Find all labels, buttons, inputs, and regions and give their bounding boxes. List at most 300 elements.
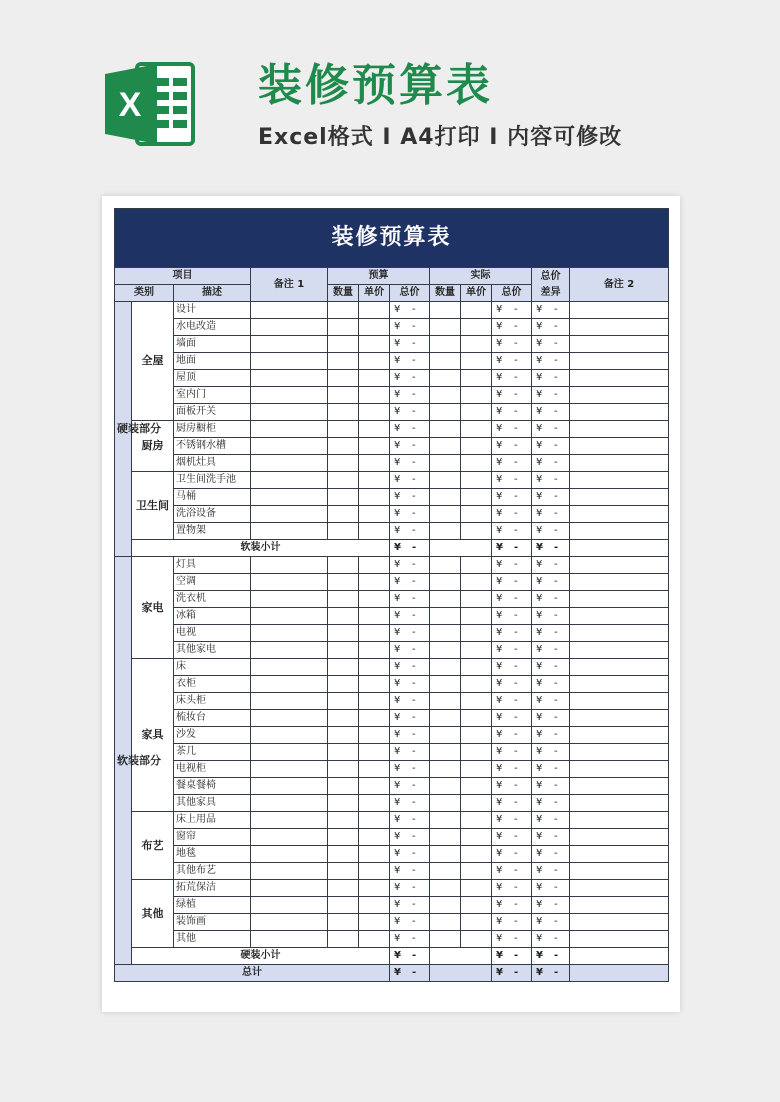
diff-total-cell[interactable] — [532, 472, 570, 489]
budget-qty-cell[interactable] — [328, 880, 359, 897]
budget-unit-price-cell[interactable] — [359, 659, 390, 676]
actual-unit-price-cell[interactable] — [461, 608, 492, 625]
actual-qty-cell[interactable] — [430, 404, 461, 421]
note1-cell[interactable] — [251, 897, 328, 914]
budget-qty-cell[interactable] — [328, 370, 359, 387]
budget-qty-cell[interactable] — [328, 506, 359, 523]
budget-unit-price-cell[interactable] — [359, 931, 390, 948]
actual-total-cell[interactable] — [492, 523, 532, 540]
actual-qty-cell[interactable] — [430, 761, 461, 778]
note2-cell[interactable] — [570, 676, 669, 693]
diff-total-cell[interactable] — [532, 931, 570, 948]
subtotal-diff-cell[interactable] — [532, 948, 570, 965]
budget-total-cell[interactable] — [390, 319, 430, 336]
diff-total-cell[interactable] — [532, 829, 570, 846]
note2-cell[interactable] — [570, 472, 669, 489]
actual-unit-price-cell[interactable] — [461, 370, 492, 387]
budget-unit-price-cell[interactable] — [359, 846, 390, 863]
note2-cell[interactable] — [570, 455, 669, 472]
actual-total-cell[interactable] — [492, 302, 532, 319]
budget-unit-price-cell[interactable] — [359, 370, 390, 387]
diff-total-cell[interactable] — [532, 302, 570, 319]
actual-unit-price-cell[interactable] — [461, 897, 492, 914]
actual-unit-price-cell[interactable] — [461, 387, 492, 404]
actual-unit-price-cell[interactable] — [461, 710, 492, 727]
actual-total-cell[interactable] — [492, 608, 532, 625]
item-description-cell[interactable]: 电视柜 — [174, 761, 251, 778]
actual-total-cell[interactable] — [492, 727, 532, 744]
subtotal-note2-cell[interactable] — [570, 948, 669, 965]
actual-unit-price-cell[interactable] — [461, 319, 492, 336]
note1-cell[interactable] — [251, 523, 328, 540]
note2-cell[interactable] — [570, 523, 669, 540]
actual-qty-cell[interactable] — [430, 829, 461, 846]
note2-cell[interactable] — [570, 608, 669, 625]
subtotal-note2-cell[interactable] — [570, 540, 669, 557]
note1-cell[interactable] — [251, 557, 328, 574]
actual-total-cell[interactable] — [492, 591, 532, 608]
note2-cell[interactable] — [570, 557, 669, 574]
note2-cell[interactable] — [570, 353, 669, 370]
item-description-cell[interactable]: 墙面 — [174, 336, 251, 353]
budget-total-cell[interactable] — [390, 897, 430, 914]
budget-qty-cell[interactable] — [328, 302, 359, 319]
diff-total-cell[interactable] — [532, 336, 570, 353]
actual-unit-price-cell[interactable] — [461, 625, 492, 642]
actual-total-cell[interactable] — [492, 897, 532, 914]
diff-total-cell[interactable] — [532, 438, 570, 455]
actual-total-cell[interactable] — [492, 370, 532, 387]
diff-total-cell[interactable] — [532, 795, 570, 812]
item-description-cell[interactable]: 绿植 — [174, 897, 251, 914]
budget-unit-price-cell[interactable] — [359, 353, 390, 370]
note1-cell[interactable] — [251, 829, 328, 846]
budget-qty-cell[interactable] — [328, 472, 359, 489]
diff-total-cell[interactable] — [532, 591, 570, 608]
actual-total-cell[interactable] — [492, 914, 532, 931]
item-description-cell[interactable]: 电视 — [174, 625, 251, 642]
budget-qty-cell[interactable] — [328, 795, 359, 812]
actual-qty-cell[interactable] — [430, 812, 461, 829]
actual-unit-price-cell[interactable] — [461, 472, 492, 489]
actual-qty-cell[interactable] — [430, 931, 461, 948]
actual-unit-price-cell[interactable] — [461, 795, 492, 812]
item-description-cell[interactable]: 地面 — [174, 353, 251, 370]
actual-unit-price-cell[interactable] — [461, 931, 492, 948]
actual-qty-cell[interactable] — [430, 472, 461, 489]
actual-unit-price-cell[interactable] — [461, 846, 492, 863]
note1-cell[interactable] — [251, 404, 328, 421]
actual-total-cell[interactable] — [492, 863, 532, 880]
actual-qty-cell[interactable] — [430, 659, 461, 676]
diff-total-cell[interactable] — [532, 744, 570, 761]
diff-total-cell[interactable] — [532, 693, 570, 710]
actual-unit-price-cell[interactable] — [461, 778, 492, 795]
item-description-cell[interactable]: 地毯 — [174, 846, 251, 863]
note2-cell[interactable] — [570, 880, 669, 897]
note1-cell[interactable] — [251, 421, 328, 438]
item-description-cell[interactable]: 沙发 — [174, 727, 251, 744]
budget-qty-cell[interactable] — [328, 574, 359, 591]
diff-total-cell[interactable] — [532, 897, 570, 914]
subtotal-diff-cell[interactable] — [532, 540, 570, 557]
subtotal-actual-cell[interactable] — [492, 948, 532, 965]
budget-unit-price-cell[interactable] — [359, 642, 390, 659]
item-description-cell[interactable]: 室内门 — [174, 387, 251, 404]
note2-cell[interactable] — [570, 761, 669, 778]
diff-total-cell[interactable] — [532, 523, 570, 540]
item-description-cell[interactable]: 面板开关 — [174, 404, 251, 421]
actual-qty-cell[interactable] — [430, 897, 461, 914]
budget-total-cell[interactable] — [390, 302, 430, 319]
item-description-cell[interactable]: 其他家具 — [174, 795, 251, 812]
actual-qty-cell[interactable] — [430, 676, 461, 693]
diff-total-cell[interactable] — [532, 676, 570, 693]
diff-total-cell[interactable] — [532, 574, 570, 591]
actual-total-cell[interactable] — [492, 778, 532, 795]
budget-unit-price-cell[interactable] — [359, 438, 390, 455]
actual-total-cell[interactable] — [492, 795, 532, 812]
actual-qty-cell[interactable] — [430, 778, 461, 795]
diff-total-cell[interactable] — [532, 846, 570, 863]
budget-unit-price-cell[interactable] — [359, 727, 390, 744]
actual-unit-price-cell[interactable] — [461, 438, 492, 455]
note2-cell[interactable] — [570, 914, 669, 931]
budget-qty-cell[interactable] — [328, 319, 359, 336]
budget-unit-price-cell[interactable] — [359, 812, 390, 829]
actual-total-cell[interactable] — [492, 387, 532, 404]
budget-total-cell[interactable] — [390, 523, 430, 540]
note1-cell[interactable] — [251, 914, 328, 931]
note2-cell[interactable] — [570, 506, 669, 523]
budget-unit-price-cell[interactable] — [359, 506, 390, 523]
budget-total-cell[interactable] — [390, 812, 430, 829]
budget-unit-price-cell[interactable] — [359, 897, 390, 914]
note1-cell[interactable] — [251, 319, 328, 336]
note1-cell[interactable] — [251, 795, 328, 812]
budget-unit-price-cell[interactable] — [359, 336, 390, 353]
diff-total-cell[interactable] — [532, 608, 570, 625]
note1-cell[interactable] — [251, 506, 328, 523]
note2-cell[interactable] — [570, 336, 669, 353]
actual-total-cell[interactable] — [492, 676, 532, 693]
budget-total-cell[interactable] — [390, 404, 430, 421]
actual-total-cell[interactable] — [492, 319, 532, 336]
budget-total-cell[interactable] — [390, 557, 430, 574]
item-description-cell[interactable]: 置物架 — [174, 523, 251, 540]
item-description-cell[interactable]: 灯具 — [174, 557, 251, 574]
actual-qty-cell[interactable] — [430, 608, 461, 625]
actual-qty-cell[interactable] — [430, 489, 461, 506]
budget-qty-cell[interactable] — [328, 353, 359, 370]
grand-total-budget-cell[interactable] — [390, 965, 430, 982]
grand-total-diff-cell[interactable] — [532, 965, 570, 982]
actual-total-cell[interactable] — [492, 761, 532, 778]
budget-total-cell[interactable] — [390, 574, 430, 591]
actual-unit-price-cell[interactable] — [461, 744, 492, 761]
actual-unit-price-cell[interactable] — [461, 302, 492, 319]
item-description-cell[interactable]: 窗帘 — [174, 829, 251, 846]
item-description-cell[interactable]: 空调 — [174, 574, 251, 591]
grand-total-note2-cell[interactable] — [570, 965, 669, 982]
actual-total-cell[interactable] — [492, 846, 532, 863]
actual-qty-cell[interactable] — [430, 846, 461, 863]
actual-qty-cell[interactable] — [430, 557, 461, 574]
note1-cell[interactable] — [251, 591, 328, 608]
note2-cell[interactable] — [570, 438, 669, 455]
budget-total-cell[interactable] — [390, 693, 430, 710]
grand-total-actual-qty-cell[interactable] — [430, 965, 492, 982]
note2-cell[interactable] — [570, 693, 669, 710]
budget-qty-cell[interactable] — [328, 829, 359, 846]
budget-total-cell[interactable] — [390, 625, 430, 642]
actual-unit-price-cell[interactable] — [461, 336, 492, 353]
actual-total-cell[interactable] — [492, 931, 532, 948]
budget-qty-cell[interactable] — [328, 744, 359, 761]
note2-cell[interactable] — [570, 421, 669, 438]
diff-total-cell[interactable] — [532, 489, 570, 506]
actual-unit-price-cell[interactable] — [461, 353, 492, 370]
note2-cell[interactable] — [570, 727, 669, 744]
budget-total-cell[interactable] — [390, 676, 430, 693]
actual-unit-price-cell[interactable] — [461, 829, 492, 846]
actual-qty-cell[interactable] — [430, 421, 461, 438]
budget-total-cell[interactable] — [390, 608, 430, 625]
actual-unit-price-cell[interactable] — [461, 676, 492, 693]
budget-qty-cell[interactable] — [328, 336, 359, 353]
budget-unit-price-cell[interactable] — [359, 608, 390, 625]
budget-total-cell[interactable] — [390, 761, 430, 778]
actual-qty-cell[interactable] — [430, 642, 461, 659]
budget-total-cell[interactable] — [390, 489, 430, 506]
grand-total-actual-cell[interactable] — [492, 965, 532, 982]
actual-total-cell[interactable] — [492, 438, 532, 455]
diff-total-cell[interactable] — [532, 557, 570, 574]
note2-cell[interactable] — [570, 897, 669, 914]
note2-cell[interactable] — [570, 931, 669, 948]
item-description-cell[interactable]: 拓荒保洁 — [174, 880, 251, 897]
budget-unit-price-cell[interactable] — [359, 761, 390, 778]
subtotal-budget-cell[interactable] — [390, 948, 430, 965]
diff-total-cell[interactable] — [532, 812, 570, 829]
budget-unit-price-cell[interactable] — [359, 676, 390, 693]
item-description-cell[interactable]: 床上用品 — [174, 812, 251, 829]
note1-cell[interactable] — [251, 778, 328, 795]
diff-total-cell[interactable] — [532, 421, 570, 438]
note1-cell[interactable] — [251, 744, 328, 761]
diff-total-cell[interactable] — [532, 727, 570, 744]
item-description-cell[interactable]: 装饰画 — [174, 914, 251, 931]
note1-cell[interactable] — [251, 455, 328, 472]
actual-qty-cell[interactable] — [430, 302, 461, 319]
actual-qty-cell[interactable] — [430, 693, 461, 710]
budget-qty-cell[interactable] — [328, 591, 359, 608]
actual-unit-price-cell[interactable] — [461, 421, 492, 438]
actual-qty-cell[interactable] — [430, 438, 461, 455]
note2-cell[interactable] — [570, 642, 669, 659]
note2-cell[interactable] — [570, 302, 669, 319]
actual-total-cell[interactable] — [492, 574, 532, 591]
actual-qty-cell[interactable] — [430, 727, 461, 744]
budget-unit-price-cell[interactable] — [359, 302, 390, 319]
actual-unit-price-cell[interactable] — [461, 574, 492, 591]
note1-cell[interactable] — [251, 387, 328, 404]
budget-unit-price-cell[interactable] — [359, 778, 390, 795]
actual-qty-cell[interactable] — [430, 880, 461, 897]
actual-total-cell[interactable] — [492, 625, 532, 642]
item-description-cell[interactable]: 餐桌餐椅 — [174, 778, 251, 795]
diff-total-cell[interactable] — [532, 778, 570, 795]
diff-total-cell[interactable] — [532, 370, 570, 387]
item-description-cell[interactable]: 床头柜 — [174, 693, 251, 710]
budget-total-cell[interactable] — [390, 727, 430, 744]
actual-unit-price-cell[interactable] — [461, 489, 492, 506]
item-description-cell[interactable]: 卫生间洗手池 — [174, 472, 251, 489]
actual-qty-cell[interactable] — [430, 370, 461, 387]
item-description-cell[interactable]: 其他布艺 — [174, 863, 251, 880]
note2-cell[interactable] — [570, 863, 669, 880]
note1-cell[interactable] — [251, 931, 328, 948]
budget-qty-cell[interactable] — [328, 778, 359, 795]
budget-qty-cell[interactable] — [328, 489, 359, 506]
actual-qty-cell[interactable] — [430, 863, 461, 880]
actual-unit-price-cell[interactable] — [461, 557, 492, 574]
budget-unit-price-cell[interactable] — [359, 863, 390, 880]
subtotal-actual-qty-cell[interactable] — [430, 540, 492, 557]
budget-unit-price-cell[interactable] — [359, 319, 390, 336]
budget-qty-cell[interactable] — [328, 387, 359, 404]
actual-total-cell[interactable] — [492, 506, 532, 523]
actual-unit-price-cell[interactable] — [461, 761, 492, 778]
actual-total-cell[interactable] — [492, 693, 532, 710]
diff-total-cell[interactable] — [532, 659, 570, 676]
actual-total-cell[interactable] — [492, 710, 532, 727]
budget-qty-cell[interactable] — [328, 625, 359, 642]
note2-cell[interactable] — [570, 370, 669, 387]
note1-cell[interactable] — [251, 353, 328, 370]
note1-cell[interactable] — [251, 642, 328, 659]
budget-total-cell[interactable] — [390, 829, 430, 846]
note1-cell[interactable] — [251, 880, 328, 897]
budget-qty-cell[interactable] — [328, 710, 359, 727]
budget-unit-price-cell[interactable] — [359, 710, 390, 727]
actual-total-cell[interactable] — [492, 642, 532, 659]
diff-total-cell[interactable] — [532, 319, 570, 336]
budget-unit-price-cell[interactable] — [359, 421, 390, 438]
item-description-cell[interactable]: 厨房橱柜 — [174, 421, 251, 438]
item-description-cell[interactable]: 其他家电 — [174, 642, 251, 659]
budget-total-cell[interactable] — [390, 353, 430, 370]
note1-cell[interactable] — [251, 574, 328, 591]
diff-total-cell[interactable] — [532, 387, 570, 404]
note2-cell[interactable] — [570, 625, 669, 642]
note1-cell[interactable] — [251, 336, 328, 353]
item-description-cell[interactable]: 洗衣机 — [174, 591, 251, 608]
budget-qty-cell[interactable] — [328, 727, 359, 744]
budget-total-cell[interactable] — [390, 472, 430, 489]
note2-cell[interactable] — [570, 829, 669, 846]
item-description-cell[interactable]: 茶几 — [174, 744, 251, 761]
budget-unit-price-cell[interactable] — [359, 523, 390, 540]
budget-unit-price-cell[interactable] — [359, 472, 390, 489]
budget-unit-price-cell[interactable] — [359, 625, 390, 642]
note1-cell[interactable] — [251, 302, 328, 319]
budget-unit-price-cell[interactable] — [359, 880, 390, 897]
note2-cell[interactable] — [570, 387, 669, 404]
budget-total-cell[interactable] — [390, 370, 430, 387]
budget-total-cell[interactable] — [390, 795, 430, 812]
subtotal-budget-cell[interactable] — [390, 540, 430, 557]
budget-total-cell[interactable] — [390, 387, 430, 404]
note2-cell[interactable] — [570, 404, 669, 421]
note2-cell[interactable] — [570, 795, 669, 812]
note1-cell[interactable] — [251, 608, 328, 625]
actual-qty-cell[interactable] — [430, 744, 461, 761]
note2-cell[interactable] — [570, 846, 669, 863]
actual-unit-price-cell[interactable] — [461, 727, 492, 744]
actual-qty-cell[interactable] — [430, 336, 461, 353]
actual-total-cell[interactable] — [492, 659, 532, 676]
actual-total-cell[interactable] — [492, 829, 532, 846]
budget-total-cell[interactable] — [390, 438, 430, 455]
diff-total-cell[interactable] — [532, 761, 570, 778]
note2-cell[interactable] — [570, 659, 669, 676]
actual-qty-cell[interactable] — [430, 574, 461, 591]
budget-unit-price-cell[interactable] — [359, 489, 390, 506]
note1-cell[interactable] — [251, 727, 328, 744]
budget-unit-price-cell[interactable] — [359, 914, 390, 931]
note2-cell[interactable] — [570, 591, 669, 608]
budget-total-cell[interactable] — [390, 642, 430, 659]
actual-qty-cell[interactable] — [430, 455, 461, 472]
note2-cell[interactable] — [570, 574, 669, 591]
budget-unit-price-cell[interactable] — [359, 387, 390, 404]
subtotal-actual-qty-cell[interactable] — [430, 948, 492, 965]
actual-qty-cell[interactable] — [430, 591, 461, 608]
note1-cell[interactable] — [251, 863, 328, 880]
note1-cell[interactable] — [251, 812, 328, 829]
diff-total-cell[interactable] — [532, 710, 570, 727]
budget-qty-cell[interactable] — [328, 812, 359, 829]
diff-total-cell[interactable] — [532, 880, 570, 897]
budget-unit-price-cell[interactable] — [359, 829, 390, 846]
actual-qty-cell[interactable] — [430, 353, 461, 370]
note1-cell[interactable] — [251, 659, 328, 676]
budget-qty-cell[interactable] — [328, 642, 359, 659]
budget-unit-price-cell[interactable] — [359, 557, 390, 574]
note2-cell[interactable] — [570, 319, 669, 336]
note2-cell[interactable] — [570, 778, 669, 795]
actual-unit-price-cell[interactable] — [461, 404, 492, 421]
budget-total-cell[interactable] — [390, 455, 430, 472]
diff-total-cell[interactable] — [532, 404, 570, 421]
item-description-cell[interactable]: 床 — [174, 659, 251, 676]
item-description-cell[interactable]: 屋顶 — [174, 370, 251, 387]
subtotal-actual-cell[interactable] — [492, 540, 532, 557]
item-description-cell[interactable]: 不锈钢水槽 — [174, 438, 251, 455]
budget-unit-price-cell[interactable] — [359, 693, 390, 710]
actual-qty-cell[interactable] — [430, 506, 461, 523]
actual-total-cell[interactable] — [492, 744, 532, 761]
budget-qty-cell[interactable] — [328, 914, 359, 931]
actual-total-cell[interactable] — [492, 455, 532, 472]
note1-cell[interactable] — [251, 693, 328, 710]
actual-unit-price-cell[interactable] — [461, 642, 492, 659]
actual-unit-price-cell[interactable] — [461, 693, 492, 710]
budget-qty-cell[interactable] — [328, 608, 359, 625]
actual-unit-price-cell[interactable] — [461, 659, 492, 676]
budget-qty-cell[interactable] — [328, 421, 359, 438]
